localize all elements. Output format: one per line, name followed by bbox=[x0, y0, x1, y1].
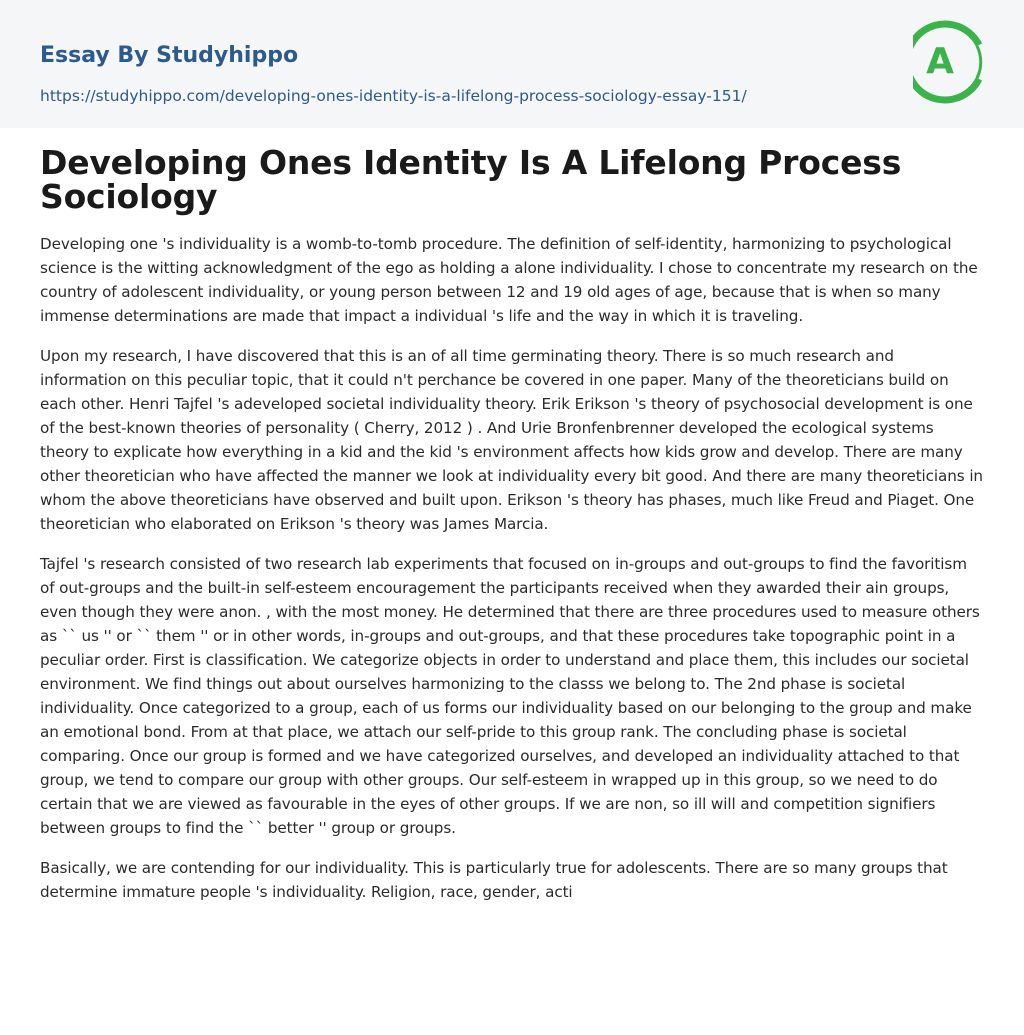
essay-paragraph-3: Tajfel 's research consisted of two research lab experiments that focused on in-groups and out-groups to find the favoritism of out-groups and the built-in self-esteem encouragement the participants received when they awarded their ain groups, even though they were anon. , with the most money. He determined that there are three procedures used to measure others as `` us '' or `` them '' or in other words, in-groups and out-groups, and that these procedures take topographic point in a peculiar order. First is classification. We categorize objects in order to understand and place them, this includes our societal environment. We find things out about ourselves harmonizing to the classs we belong to. The 2nd phase is societal individuality. Once categorized to a group, each of us forms our individuality based on our belonging to the group and make an emotional bond. From at that place, we attach our self-pride to this group rank. The concluding phase is societal comparing. Once our group is formed and we have categorized ourselves, and developed an individuality attached to that group, we tend to compare our group with other groups. Our self-esteem in wrapped up in this group, so we need to do certain that we are viewed as favourable in the eyes of other groups. If we are non, so ill will and competition signifiers between groups to find the `` better '' group or groups. bbox=[40, 555, 980, 837]
essay-title: Developing Ones Identity Is A Lifelong Process Sociology bbox=[40, 143, 902, 216]
essay-paragraph-2: Upon my research, I have discovered that this is an of all time germinating theory. There is so much research and information on this peculiar topic, that it could n't perchance be covered in one paper. Many of the theoreticians build on each other. Henri Tajfel 's adeveloped societal individuality theory. Erik Erikson 's theory of psychosocial development is one of the best-known theories of personality ( Cherry, 2012 ) . And Urie Bronfenbrenner developed the ecological systems theory to explicate how everything in a kid and the kid 's environment affects how kids grow and develop. There are many other theoretician who have affected the manner we look at individuality every bit good. And there are many theoreticians in whom the above theoreticians have observed and built upon. Erikson 's theory has phases, much like Freud and Piaget. One theoretician who elaborated on Erikson 's theory was James Marcia. bbox=[40, 347, 983, 533]
essay-paragraph-1: Developing one 's individuality is a womb-to-tomb procedure. The definition of self-identity, harmonizing to psychological science is the witting acknowledgment of the ego as holding a alone individuality. I chose to concentrate my research on the country of adolescent individuality, or young person between 12 and 19 old ages of age, because that is when so many immense determinations are made that impact a individual 's life and the way in which it is traveling. bbox=[40, 235, 978, 325]
logo-letter: A bbox=[926, 41, 954, 82]
site-header bbox=[0, 0, 1024, 128]
studyhippo-logo-icon[interactable] bbox=[913, 19, 985, 105]
essay-content bbox=[0, 128, 1024, 904]
site-brand[interactable]: Essay By Studyhippo bbox=[40, 43, 299, 68]
essay-paragraph-4: Basically, we are contending for our individuality. This is particularly true for adolescents. There are so many groups that determine immature people 's individuality. Religion, race, gender, acti bbox=[40, 859, 948, 901]
essay-url-link[interactable]: https://studyhippo.com/developing-ones-identity-is-a-lifelong-process-sociology-essay-151/ bbox=[40, 87, 747, 105]
